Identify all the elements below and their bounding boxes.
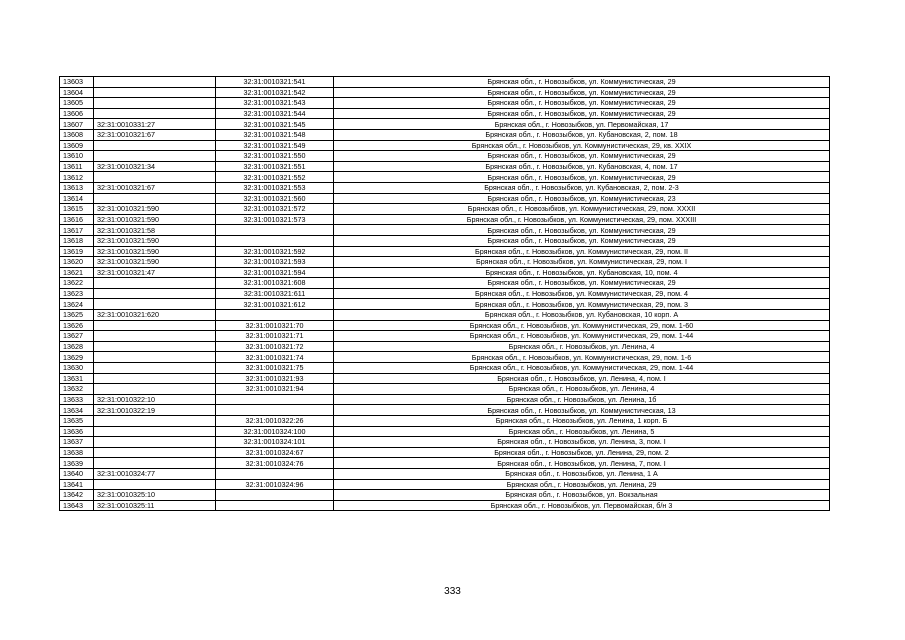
object-cadastral-number-cell: 32:31:0010321:542 (216, 87, 334, 98)
row-number-cell: 13619 (60, 246, 94, 257)
table-row (60, 98, 830, 109)
table-row (60, 416, 830, 427)
row-number-cell: 13634 (60, 405, 94, 416)
object-cadastral-number-cell: 32:31:0010321:612 (216, 299, 334, 310)
table-row (60, 468, 830, 479)
table-row (60, 320, 830, 331)
row-number-cell: 13606 (60, 108, 94, 119)
object-cadastral-number-cell: 32:31:0010321:593 (216, 257, 334, 268)
object-cadastral-number-cell: 32:31:0010321:611 (216, 288, 334, 299)
row-number-cell: 13608 (60, 129, 94, 140)
land-parcel-number-cell (94, 384, 216, 395)
cadastral-table (59, 76, 830, 511)
table-row (60, 257, 830, 268)
table-row (60, 341, 830, 352)
object-cadastral-number-cell: 32:31:0010321:608 (216, 278, 334, 289)
row-number-cell: 13614 (60, 193, 94, 204)
row-number-cell: 13623 (60, 288, 94, 299)
land-parcel-number-cell (94, 278, 216, 289)
object-cadastral-number-cell: 32:31:0010321:549 (216, 140, 334, 151)
address-cell: Брянская обл., г. Новозыбков, ул. Ленина, 4 (334, 341, 830, 352)
table-row (60, 426, 830, 437)
land-parcel-number-cell (94, 193, 216, 204)
address-cell: Брянская обл., г. Новозыбков, ул. Коммунистическая, 29, пом. 1-6 (334, 352, 830, 363)
address-cell: Брянская обл., г. Новозыбков, ул. Коммунистическая, 29 (334, 278, 830, 289)
land-parcel-number-cell: 32:31:0010321:590 (94, 257, 216, 268)
address-cell: Брянская обл., г. Новозыбков, ул. Ленина, 29, пом. 2 (334, 447, 830, 458)
row-number-cell: 13631 (60, 373, 94, 384)
row-number-cell: 13613 (60, 182, 94, 193)
table-row (60, 172, 830, 183)
object-cadastral-number-cell: 32:31:0010324:96 (216, 479, 334, 490)
address-cell: Брянская обл., г. Новозыбков, ул. Кубановская, 4, пом. 17 (334, 161, 830, 172)
row-number-cell: 13632 (60, 384, 94, 395)
land-parcel-number-cell (94, 426, 216, 437)
table-row (60, 108, 830, 119)
row-number-cell: 13617 (60, 225, 94, 236)
land-parcel-number-cell (94, 320, 216, 331)
address-cell: Брянская обл., г. Новозыбков, ул. Коммунистическая, 29, пом. II (334, 246, 830, 257)
object-cadastral-number-cell (216, 500, 334, 511)
object-cadastral-number-cell: 32:31:0010321:543 (216, 98, 334, 109)
land-parcel-number-cell (94, 108, 216, 119)
land-parcel-number-cell (94, 288, 216, 299)
address-cell: Брянская обл., г. Новозыбков, ул. Коммунистическая, 29, пом. 1-44 (334, 331, 830, 342)
object-cadastral-number-cell: 32:31:0010321:544 (216, 108, 334, 119)
row-number-cell: 13603 (60, 77, 94, 88)
object-cadastral-number-cell: 32:31:0010321:70 (216, 320, 334, 331)
row-number-cell: 13607 (60, 119, 94, 130)
object-cadastral-number-cell: 32:31:0010321:548 (216, 129, 334, 140)
row-number-cell: 13611 (60, 161, 94, 172)
row-number-cell: 13633 (60, 394, 94, 405)
land-parcel-number-cell: 32:31:0010331:27 (94, 119, 216, 130)
page-number: 333 (444, 586, 461, 597)
address-cell: Брянская обл., г. Новозыбков, ул. Коммунистическая, 23 (334, 193, 830, 204)
object-cadastral-number-cell: 32:31:0010321:594 (216, 267, 334, 278)
land-parcel-number-cell (94, 437, 216, 448)
table-row (60, 182, 830, 193)
land-parcel-number-cell: 32:31:0010321:590 (94, 204, 216, 215)
address-cell: Брянская обл., г. Новозыбков, ул. Коммунистическая, 29, пом. 1-60 (334, 320, 830, 331)
land-parcel-number-cell (94, 331, 216, 342)
land-parcel-number-cell (94, 87, 216, 98)
land-parcel-number-cell (94, 140, 216, 151)
object-cadastral-number-cell: 32:31:0010321:94 (216, 384, 334, 395)
address-cell: Брянская обл., г. Новозыбков, ул. Ленина, 7, пом. I (334, 458, 830, 469)
object-cadastral-number-cell (216, 235, 334, 246)
table-row (60, 331, 830, 342)
row-number-cell: 13612 (60, 172, 94, 183)
object-cadastral-number-cell: 32:31:0010321:72 (216, 341, 334, 352)
table-row (60, 77, 830, 88)
land-parcel-number-cell: 32:31:0010325:11 (94, 500, 216, 511)
table-row (60, 310, 830, 321)
address-cell: Брянская обл., г. Новозыбков, ул. Коммунистическая, 29, пом. 4 (334, 288, 830, 299)
row-number-cell: 13629 (60, 352, 94, 363)
table-row (60, 394, 830, 405)
table-row (60, 214, 830, 225)
table-row (60, 363, 830, 374)
address-cell: Брянская обл., г. Новозыбков, ул. Ленина, 3, пом. I (334, 437, 830, 448)
row-number-cell: 13621 (60, 267, 94, 278)
object-cadastral-number-cell: 32:31:0010322:26 (216, 416, 334, 427)
land-parcel-number-cell (94, 352, 216, 363)
object-cadastral-number-cell: 32:31:0010324:76 (216, 458, 334, 469)
row-number-cell: 13637 (60, 437, 94, 448)
address-cell: Брянская обл., г. Новозыбков, ул. Кубановская, 2, пом. 2-3 (334, 182, 830, 193)
address-cell: Брянская обл., г. Новозыбков, ул. Коммунистическая, 29, пом. XXXII (334, 204, 830, 215)
object-cadastral-number-cell: 32:31:0010321:71 (216, 331, 334, 342)
land-parcel-number-cell: 32:31:0010322:19 (94, 405, 216, 416)
row-number-cell: 13618 (60, 235, 94, 246)
row-number-cell: 13615 (60, 204, 94, 215)
address-cell: Брянская обл., г. Новозыбков, ул. Кубановская, 10 корп. А (334, 310, 830, 321)
address-cell: Брянская обл., г. Новозыбков, ул. Коммунистическая, 29 (334, 225, 830, 236)
row-number-cell: 13627 (60, 331, 94, 342)
object-cadastral-number-cell (216, 310, 334, 321)
row-number-cell: 13609 (60, 140, 94, 151)
object-cadastral-number-cell (216, 405, 334, 416)
object-cadastral-number-cell: 32:31:0010321:541 (216, 77, 334, 88)
land-parcel-number-cell (94, 77, 216, 88)
row-number-cell: 13639 (60, 458, 94, 469)
row-number-cell: 13640 (60, 468, 94, 479)
land-parcel-number-cell: 32:31:0010321:47 (94, 267, 216, 278)
address-cell: Брянская обл., г. Новозыбков, ул. Коммунистическая, 29, пом. XXXIII (334, 214, 830, 225)
row-number-cell: 13641 (60, 479, 94, 490)
row-number-cell: 13638 (60, 447, 94, 458)
address-cell: Брянская обл., г. Новозыбков, ул. Первомайская, 17 (334, 119, 830, 130)
address-cell: Брянская обл., г. Новозыбков, ул. Коммунистическая, 13 (334, 405, 830, 416)
table-row (60, 246, 830, 257)
object-cadastral-number-cell: 32:31:0010321:572 (216, 204, 334, 215)
object-cadastral-number-cell: 32:31:0010324:101 (216, 437, 334, 448)
table-row (60, 447, 830, 458)
land-parcel-number-cell (94, 363, 216, 374)
row-number-cell: 13635 (60, 416, 94, 427)
object-cadastral-number-cell: 32:31:0010321:552 (216, 172, 334, 183)
land-parcel-number-cell (94, 447, 216, 458)
object-cadastral-number-cell (216, 468, 334, 479)
object-cadastral-number-cell: 32:31:0010324:100 (216, 426, 334, 437)
land-parcel-number-cell: 32:31:0010321:34 (94, 161, 216, 172)
land-parcel-number-cell: 32:31:0010321:590 (94, 235, 216, 246)
row-number-cell: 13643 (60, 500, 94, 511)
table-row (60, 288, 830, 299)
object-cadastral-number-cell (216, 394, 334, 405)
table-row (60, 352, 830, 363)
object-cadastral-number-cell: 32:31:0010324:67 (216, 447, 334, 458)
land-parcel-number-cell: 32:31:0010321:67 (94, 129, 216, 140)
table-row (60, 299, 830, 310)
row-number-cell: 13610 (60, 151, 94, 162)
row-number-cell: 13620 (60, 257, 94, 268)
land-parcel-number-cell: 32:31:0010321:58 (94, 225, 216, 236)
table-row (60, 87, 830, 98)
address-cell: Брянская обл., г. Новозыбков, ул. Кубановская, 2, пом. 18 (334, 129, 830, 140)
row-number-cell: 13605 (60, 98, 94, 109)
row-number-cell: 13628 (60, 341, 94, 352)
land-parcel-number-cell: 32:31:0010321:590 (94, 214, 216, 225)
address-cell: Брянская обл., г. Новозыбков, ул. Коммунистическая, 29 (334, 77, 830, 88)
address-cell: Брянская обл., г. Новозыбков, ул. Коммунистическая, 29 (334, 235, 830, 246)
table-row (60, 204, 830, 215)
table-row (60, 405, 830, 416)
table-row (60, 490, 830, 501)
table-row (60, 384, 830, 395)
row-number-cell: 13626 (60, 320, 94, 331)
address-cell: Брянская обл., г. Новозыбков, ул. Ленина, 5 (334, 426, 830, 437)
object-cadastral-number-cell: 32:31:0010321:93 (216, 373, 334, 384)
table-row (60, 267, 830, 278)
address-cell: Брянская обл., г. Новозыбков, ул. Ленина, 1 А (334, 468, 830, 479)
address-cell: Брянская обл., г. Новозыбков, ул. Коммунистическая, 29 (334, 87, 830, 98)
address-cell: Брянская обл., г. Новозыбков, ул. Коммунистическая, 29 (334, 172, 830, 183)
table-body (60, 77, 830, 511)
table-row (60, 278, 830, 289)
land-parcel-number-cell: 32:31:0010321:67 (94, 182, 216, 193)
land-parcel-number-cell: 32:31:0010321:620 (94, 310, 216, 321)
land-parcel-number-cell (94, 458, 216, 469)
address-cell: Брянская обл., г. Новозыбков, ул. Ленина, 29 (334, 479, 830, 490)
land-parcel-number-cell (94, 373, 216, 384)
address-cell: Брянская обл., г. Новозыбков, ул. Коммунистическая, 29 (334, 108, 830, 119)
table-row (60, 129, 830, 140)
land-parcel-number-cell (94, 172, 216, 183)
row-number-cell: 13624 (60, 299, 94, 310)
object-cadastral-number-cell (216, 490, 334, 501)
table-row (60, 458, 830, 469)
address-cell: Брянская обл., г. Новозыбков, ул. Ленина, 1 корп. Б (334, 416, 830, 427)
address-cell: Брянская обл., г. Новозыбков, ул. Коммунистическая, 29, пом. I (334, 257, 830, 268)
address-cell: Брянская обл., г. Новозыбков, ул. Ленина, 1б (334, 394, 830, 405)
table-row (60, 151, 830, 162)
row-number-cell: 13630 (60, 363, 94, 374)
row-number-cell: 13625 (60, 310, 94, 321)
address-cell: Брянская обл., г. Новозыбков, ул. Вокзальная (334, 490, 830, 501)
land-parcel-number-cell (94, 479, 216, 490)
land-parcel-number-cell (94, 98, 216, 109)
table-row (60, 235, 830, 246)
address-cell: Брянская обл., г. Новозыбков, ул. Коммунистическая, 29 (334, 151, 830, 162)
land-parcel-number-cell (94, 341, 216, 352)
table-row (60, 500, 830, 511)
row-number-cell: 13642 (60, 490, 94, 501)
land-parcel-number-cell (94, 299, 216, 310)
object-cadastral-number-cell: 32:31:0010321:573 (216, 214, 334, 225)
address-cell: Брянская обл., г. Новозыбков, ул. Первомайская, б/н 3 (334, 500, 830, 511)
land-parcel-number-cell (94, 416, 216, 427)
land-parcel-number-cell (94, 151, 216, 162)
address-cell: Брянская обл., г. Новозыбков, ул. Коммунистическая, 29, кв. XXIX (334, 140, 830, 151)
table-row (60, 193, 830, 204)
table-row (60, 437, 830, 448)
address-cell: Брянская обл., г. Новозыбков, ул. Коммунистическая, 29, пом. 1-44 (334, 363, 830, 374)
table-row (60, 119, 830, 130)
address-cell: Брянская обл., г. Новозыбков, ул. Ленина, 4, пом. I (334, 373, 830, 384)
object-cadastral-number-cell: 32:31:0010321:545 (216, 119, 334, 130)
row-number-cell: 13604 (60, 87, 94, 98)
land-parcel-number-cell: 32:31:0010325:10 (94, 490, 216, 501)
object-cadastral-number-cell: 32:31:0010321:592 (216, 246, 334, 257)
address-cell: Брянская обл., г. Новозыбков, ул. Кубановская, 10, пом. 4 (334, 267, 830, 278)
land-parcel-number-cell: 32:31:0010321:590 (94, 246, 216, 257)
table-row (60, 479, 830, 490)
row-number-cell: 13636 (60, 426, 94, 437)
object-cadastral-number-cell: 32:31:0010321:75 (216, 363, 334, 374)
address-cell: Брянская обл., г. Новозыбков, ул. Коммунистическая, 29, пом. 3 (334, 299, 830, 310)
object-cadastral-number-cell: 32:31:0010321:74 (216, 352, 334, 363)
row-number-cell: 13616 (60, 214, 94, 225)
land-parcel-number-cell: 32:31:0010322:10 (94, 394, 216, 405)
object-cadastral-number-cell: 32:31:0010321:553 (216, 182, 334, 193)
object-cadastral-number-cell: 32:31:0010321:550 (216, 151, 334, 162)
address-cell: Брянская обл., г. Новозыбков, ул. Коммунистическая, 29 (334, 98, 830, 109)
table-row (60, 140, 830, 151)
address-cell: Брянская обл., г. Новозыбков, ул. Ленина, 4 (334, 384, 830, 395)
table-row (60, 161, 830, 172)
object-cadastral-number-cell: 32:31:0010321:551 (216, 161, 334, 172)
object-cadastral-number-cell (216, 225, 334, 236)
row-number-cell: 13622 (60, 278, 94, 289)
table-row (60, 373, 830, 384)
table-row (60, 225, 830, 236)
object-cadastral-number-cell: 32:31:0010321:560 (216, 193, 334, 204)
land-parcel-number-cell: 32:31:0010324:77 (94, 468, 216, 479)
